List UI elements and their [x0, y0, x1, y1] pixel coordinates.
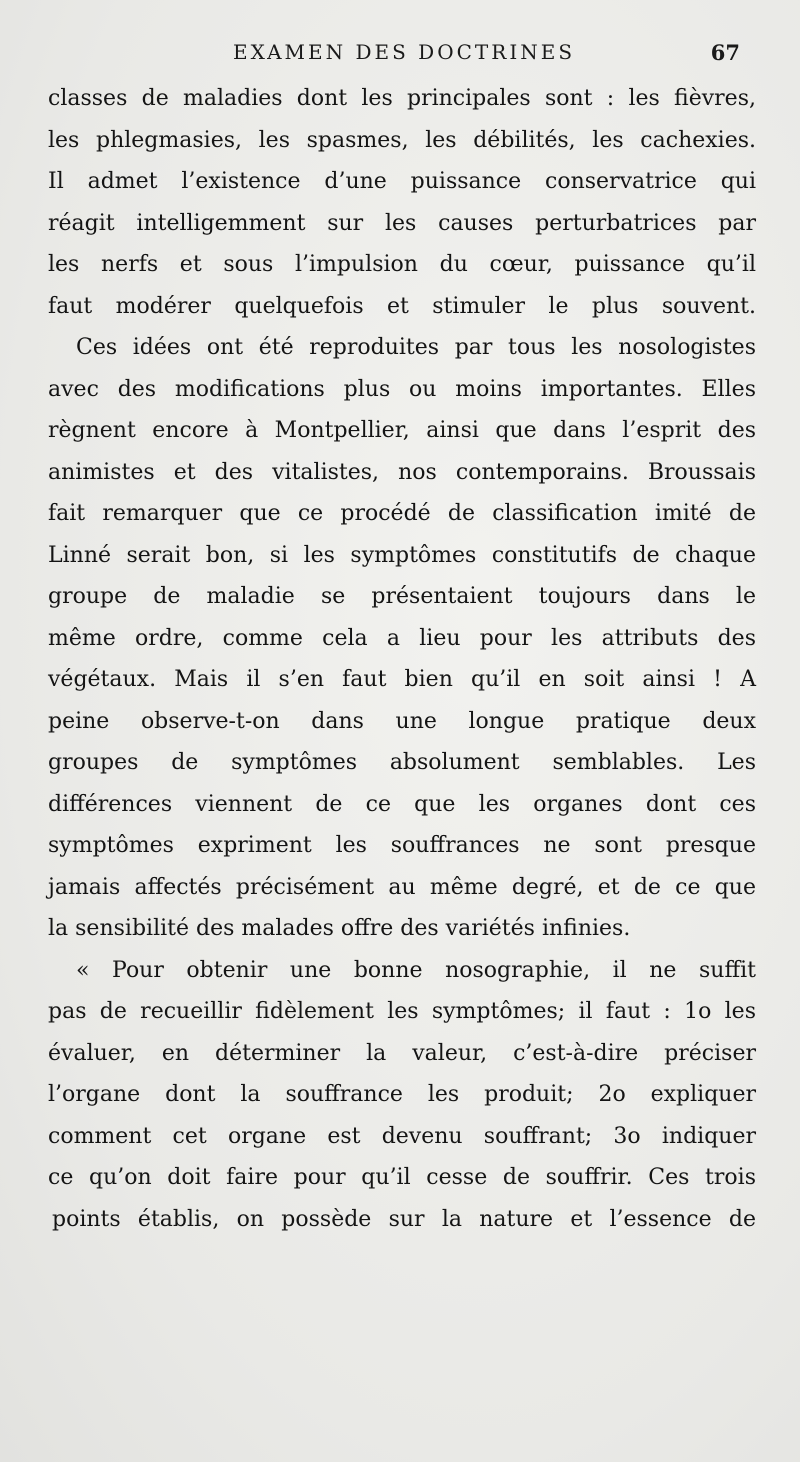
text-line: fait remarquer que ce procédé de classification imité de [48, 501, 756, 526]
text-line: pas de recueillir fidèlement les symptômes; il faut : 1o les [48, 999, 756, 1024]
text-line-paragraph-start: Ces idées ont été reproduites par tous les nosologistes [76, 335, 756, 360]
text-line: animistes et des vitalistes, nos contemporains. Broussais [48, 459, 756, 485]
text-line: les phlegmasies, les spasmes, les débilités, les cachexies. [48, 127, 756, 153]
running-head [48, 38, 760, 70]
page-number: 67 [710, 40, 740, 65]
text-line: avec des modifications plus ou moins importantes. Elles [48, 376, 756, 402]
text-line: évaluer, en déterminer la valeur, c’est-à-dire préciser [48, 1040, 756, 1066]
text-line: Linné serait bon, si les symptômes constitutifs de chaque [48, 542, 756, 568]
body-text [48, 78, 756, 1240]
text-line: même ordre, comme cela a lieu pour les attributs des [48, 625, 756, 651]
text-line: faut modérer quelquefois et stimuler le plus souvent. [48, 293, 756, 319]
text-line: comment cet organe est devenu souffrant; 3o indiquer [48, 1123, 756, 1149]
running-title: EXAMEN DES DOCTRINES [232, 40, 576, 64]
text-line: règnent encore à Montpellier, ainsi que dans l’esprit des [48, 418, 756, 443]
text-line: points établis, on possède sur la nature et l’essence de [52, 1206, 756, 1232]
text-line: différences viennent de ce que les organes dont ces [48, 791, 756, 817]
text-line: ce qu’on doit faire pour qu’il cesse de souffrir. Ces trois [48, 1165, 756, 1190]
text-line: Il admet l’existence d’une puissance conservatrice qui [48, 169, 756, 194]
text-line: peine observe-t-on dans une longue pratique deux [48, 708, 756, 734]
text-line-paragraph-end: la sensibilité des malades offre des variétés infinies. [48, 916, 631, 941]
text-line: végétaux. Mais il s’en faut bien qu’il en soit ainsi ! A [48, 667, 756, 692]
text-line: groupes de symptômes absolument semblables. Les [48, 750, 756, 775]
text-line: les nerfs et sous l’impulsion du cœur, puissance qu’il [48, 252, 756, 277]
text-line-paragraph-start: « Pour obtenir une bonne nosographie, il ne suffit [76, 957, 756, 983]
text-line: réagit intelligemment sur les causes perturbatrices par [48, 210, 756, 236]
text-line: symptômes expriment les souffrances ne sont presque [48, 833, 756, 858]
text-line: l’organe dont la souffrance les produit; 2o expliquer [48, 1082, 756, 1107]
text-line: classes de maladies dont les principales sont : les fièvres, [48, 86, 756, 111]
text-line: jamais affectés précisément au même degré, et de ce que [48, 874, 756, 900]
text-line: groupe de maladie se présentaient toujours dans le [48, 584, 756, 609]
